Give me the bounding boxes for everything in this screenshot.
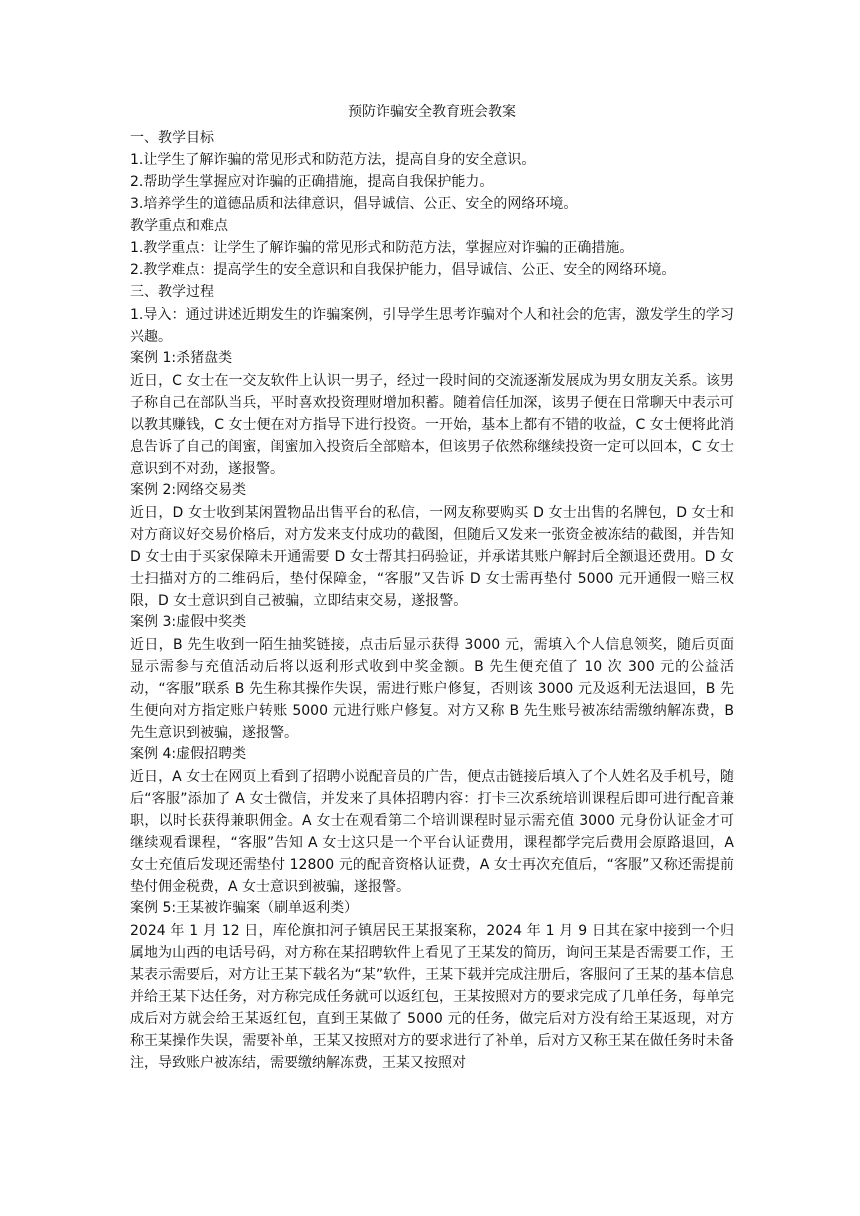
case-body: 近日，D 女士收到某闲置物品出售平台的私信，一网友称要购买 D 女士出售的名牌包，D 女士和对方商议好交易价格后，对方发来支付成功的截图，但随后又发来一张资金被冻结的截图，并告知 D 女士由于买家保障未开通需要 D 女士帮其扫码验证，并承诺其账户解封后全额退还费用。D 女士扫描对方的二维码后，垫付保障金，“客服”又告诉 D 女士需再垫付 5000 元开通假一赔三权限，D 女士意识到自己被骗，立即结束交易，遂报警。 (130, 505, 734, 609)
case-heading: 案例 1:杀猪盘类 (130, 350, 233, 366)
case-heading: 案例 2:网络交易类 (130, 482, 247, 498)
case-body: 2024 年 1 月 12 日，库伦旗扣河子镇居民王某报案称，2024 年 1 月 9 日其在家中接到一个归属地为山西的电话号码，对方称在某招聘软件上看见了王某发的简历，询问王某是否需要工作，王某表示需要后，对方让王某下载名为“某”软件，王某下载并完成注册后，客服问了王某的基本信息并给王某下达任务，对方称完成任务就可以返红包，王某按照对方的要求完成了几单任务，每单完成后对方就会给王某返红包，直到王某做了 5000 元的任务，做完后对方没有给王某返现，对方称王某操作失误，需要补单，王某又按照对方的要求进行了补单，后对方又称王某在做任务时未备注，导致账户被冻结，需要缴纳解冻费，王某又按照对 (130, 923, 734, 1071)
case-body: 近日，B 先生收到一陌生抽奖链接，点击后显示获得 3000 元，需填入个人信息领奖，随后页面显示需参与充值活动后将以返利形式收到中奖金额。B 先生便充值了 10 次 300 元的公益活动，“客服”联系 B 先生称其操作失误，需进行账户修复，否则该 3000 元及返利无法退回，B 先生便向对方指定账户转账 5000 元进行账户修复。对方又称 B 先生账号被冻结需缴纳解冻费，B 先生意识到被骗，遂报警。 (130, 637, 734, 741)
intro-paragraph: 1.导入：通过讲述近期发生的诈骗案例，引导学生思考诈骗对个人和社会的危害，激发学生的学习兴趣。 (130, 307, 734, 345)
section-heading-teaching-goals: 一、教学目标 (130, 130, 214, 146)
document-title: 预防诈骗安全教育班会教案 (348, 104, 516, 120)
section-heading-key-points: 教学重点和难点 (130, 218, 228, 234)
goal-item: 2.帮助学生掌握应对诈骗的正确措施，提高自我保护能力。 (130, 174, 494, 190)
case-body: 近日，A 女士在网页上看到了招聘小说配音员的广告，便点击链接后填入了个人姓名及手机号，随后“客服”添加了 A 女士微信，并发来了具体招聘内容：打卡三次系统培训课程后即可进行配音兼职，以时长获得兼职佣金。A 女士在观看第二个培训课程时显示需充值 3000 元身份认证金才可继续观看课程，“客服”告知 A 女士这只是一个平台认证费用，课程都学完后费用会原路退回，A 女士充值后发现还需垫付 12800 元的配音资格认证费，A 女士再次充值后，“客服”又称还需提前垫付佣金税费，A 女士意识到被骗，遂报警。 (130, 769, 734, 895)
section-heading-teaching-process: 三、教学过程 (130, 284, 214, 300)
case-body: 近日，C 女士在一交友软件上认识一男子，经过一段时间的交流逐渐发展成为男女朋友关系。该男子称自己在部队当兵，平时喜欢投资理财增加积蓄。随着信任加深，该男子便在日常聊天中表示可以教其赚钱，C 女士便在对方指导下进行投资。一开始，基本上都有不错的收益，C 女士便将此消息告诉了自己的闺蜜，闺蜜加入投资后全部赔本，但该男子依然称继续投资一定可以回本，C 女士意识到不对劲，遂报警。 (130, 373, 734, 477)
document-page (130, 100, 734, 1074)
case-heading: 案例 4:虚假招聘类 (130, 746, 247, 762)
case-heading: 案例 3:虚假中奖类 (130, 614, 247, 630)
goal-item: 3.培养学生的道德品质和法律意识，倡导诚信、公正、安全的网络环境。 (130, 196, 578, 212)
key-point-item: 1.教学重点：让学生了解诈骗的常见形式和防范方法，掌握应对诈骗的正确措施。 (130, 240, 634, 256)
case-heading: 案例 5:王某被诈骗案（刷单返利类） (130, 900, 359, 916)
goal-item: 1.让学生了解诈骗的常见形式和防范方法，提高自身的安全意识。 (130, 152, 536, 168)
key-point-item: 2.教学难点：提高学生的安全意识和自我保护能力，倡导诚信、公正、安全的网络环境。 (130, 262, 676, 278)
